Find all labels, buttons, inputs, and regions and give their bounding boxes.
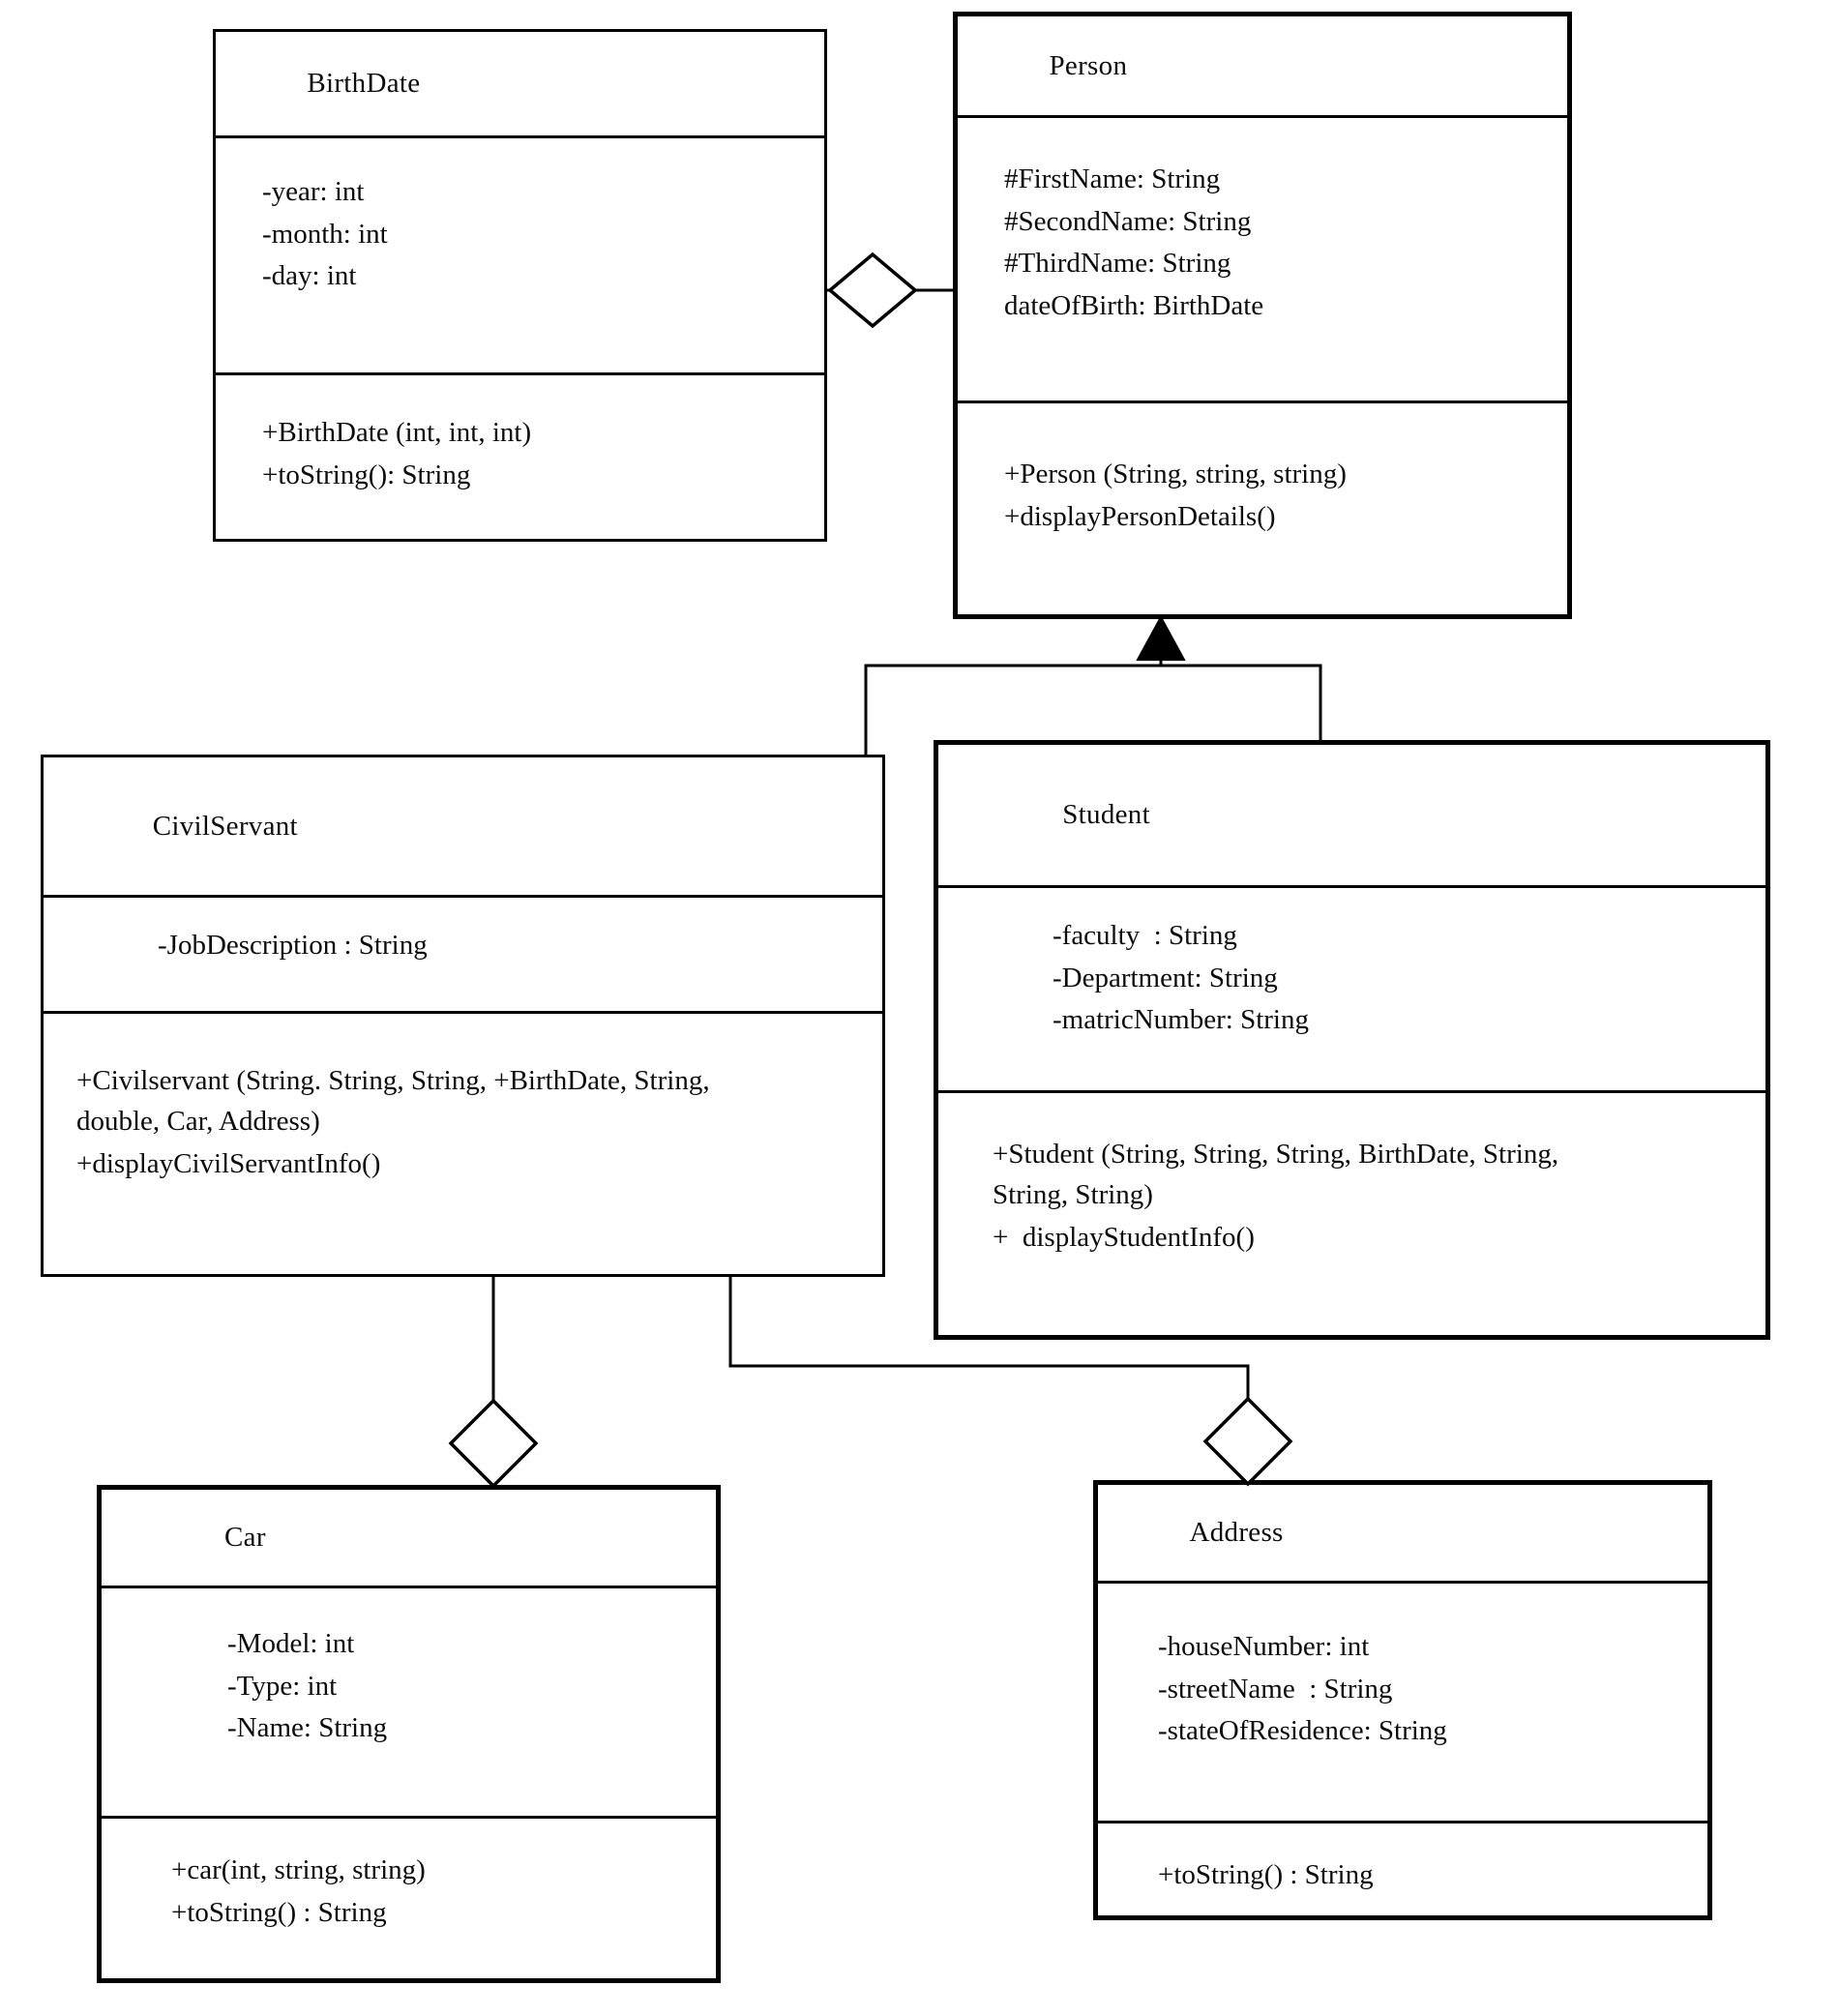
attribute: -houseNumber: int: [1158, 1631, 1370, 1662]
attribute: -stateOfResidence: String: [1158, 1715, 1447, 1746]
class-box-student: [934, 740, 1770, 1340]
class-methods-person: [958, 403, 1567, 614]
attribute: -JobDescription : String: [158, 930, 428, 961]
class-title-person: Person: [958, 16, 1567, 118]
inheritance-arrow-icon: [1138, 617, 1184, 660]
class-box-person: [953, 12, 1572, 619]
method: +toString() : String: [1158, 1859, 1374, 1890]
attribute: -matricNumber: String: [1053, 1004, 1309, 1035]
attribute: #SecondName: String: [1004, 205, 1252, 237]
class-title-address: Address: [1098, 1485, 1707, 1584]
aggregation-connector-person-birthdate: [827, 254, 953, 326]
attribute: -year: int: [262, 176, 365, 207]
method: +Civilservant (String. String, String, +BirthDate, String, double, Car, Address): [76, 1065, 717, 1138]
method: + displayStudentInfo(): [993, 1222, 1255, 1254]
class-methods-student: [938, 1093, 1765, 1335]
class-box-civilservant: [41, 755, 885, 1277]
attribute: -streetName : String: [1158, 1673, 1393, 1705]
method: +BirthDate (int, int, int): [262, 417, 532, 448]
class-attributes-student: [938, 888, 1765, 1093]
class-box-car: [97, 1485, 721, 1983]
attribute: -Type: int: [227, 1670, 338, 1702]
class-attributes-car: [102, 1588, 716, 1819]
class-title-birthdate: BirthDate: [216, 32, 824, 138]
aggregation-diamond-icon: [830, 254, 915, 326]
class-attributes-civilservant: [44, 898, 882, 1014]
method: +toString() : String: [171, 1897, 387, 1929]
method: +Person (String, string, string): [1004, 459, 1347, 489]
method: +car(int, string, string): [171, 1854, 426, 1885]
attribute: -Name: String: [227, 1712, 388, 1743]
class-methods-car: [102, 1819, 716, 1978]
aggregation-connector-civilservant-car: [451, 1277, 536, 1486]
attribute: -Department: String: [1053, 962, 1278, 993]
method: +toString(): String: [262, 460, 471, 491]
method: +Student (String, String, String, BirthDate, String, String, String): [993, 1139, 1566, 1211]
class-methods-birthdate: [216, 375, 824, 539]
class-title-civilservant: CivilServant: [44, 757, 882, 898]
attribute: -faculty : String: [1053, 920, 1237, 951]
attribute: #ThirdName: String: [1004, 248, 1231, 279]
method: +displayCivilServantInfo(): [76, 1148, 381, 1180]
class-box-birthdate: [213, 29, 827, 542]
class-methods-address: [1098, 1823, 1707, 1915]
class-attributes-address: [1098, 1584, 1707, 1823]
class-title-student: Student: [938, 745, 1765, 888]
aggregation-diamond-icon: [451, 1401, 536, 1486]
class-attributes-person: [958, 118, 1567, 403]
attribute: -month: int: [262, 218, 388, 250]
attribute: dateOfBirth: BirthDate: [1004, 289, 1264, 321]
class-box-address: [1093, 1480, 1712, 1920]
aggregation-diamond-icon: [1205, 1399, 1290, 1484]
class-title-car: Car: [102, 1490, 716, 1588]
attribute: -Model: int: [227, 1628, 355, 1659]
attribute: #FirstName: String: [1004, 163, 1221, 194]
class-methods-civilservant: [44, 1014, 882, 1274]
attribute: -day: int: [262, 260, 357, 291]
method: +displayPersonDetails(): [1004, 501, 1276, 533]
inheritance-connector-person-children: [866, 617, 1320, 755]
class-attributes-birthdate: [216, 138, 824, 375]
